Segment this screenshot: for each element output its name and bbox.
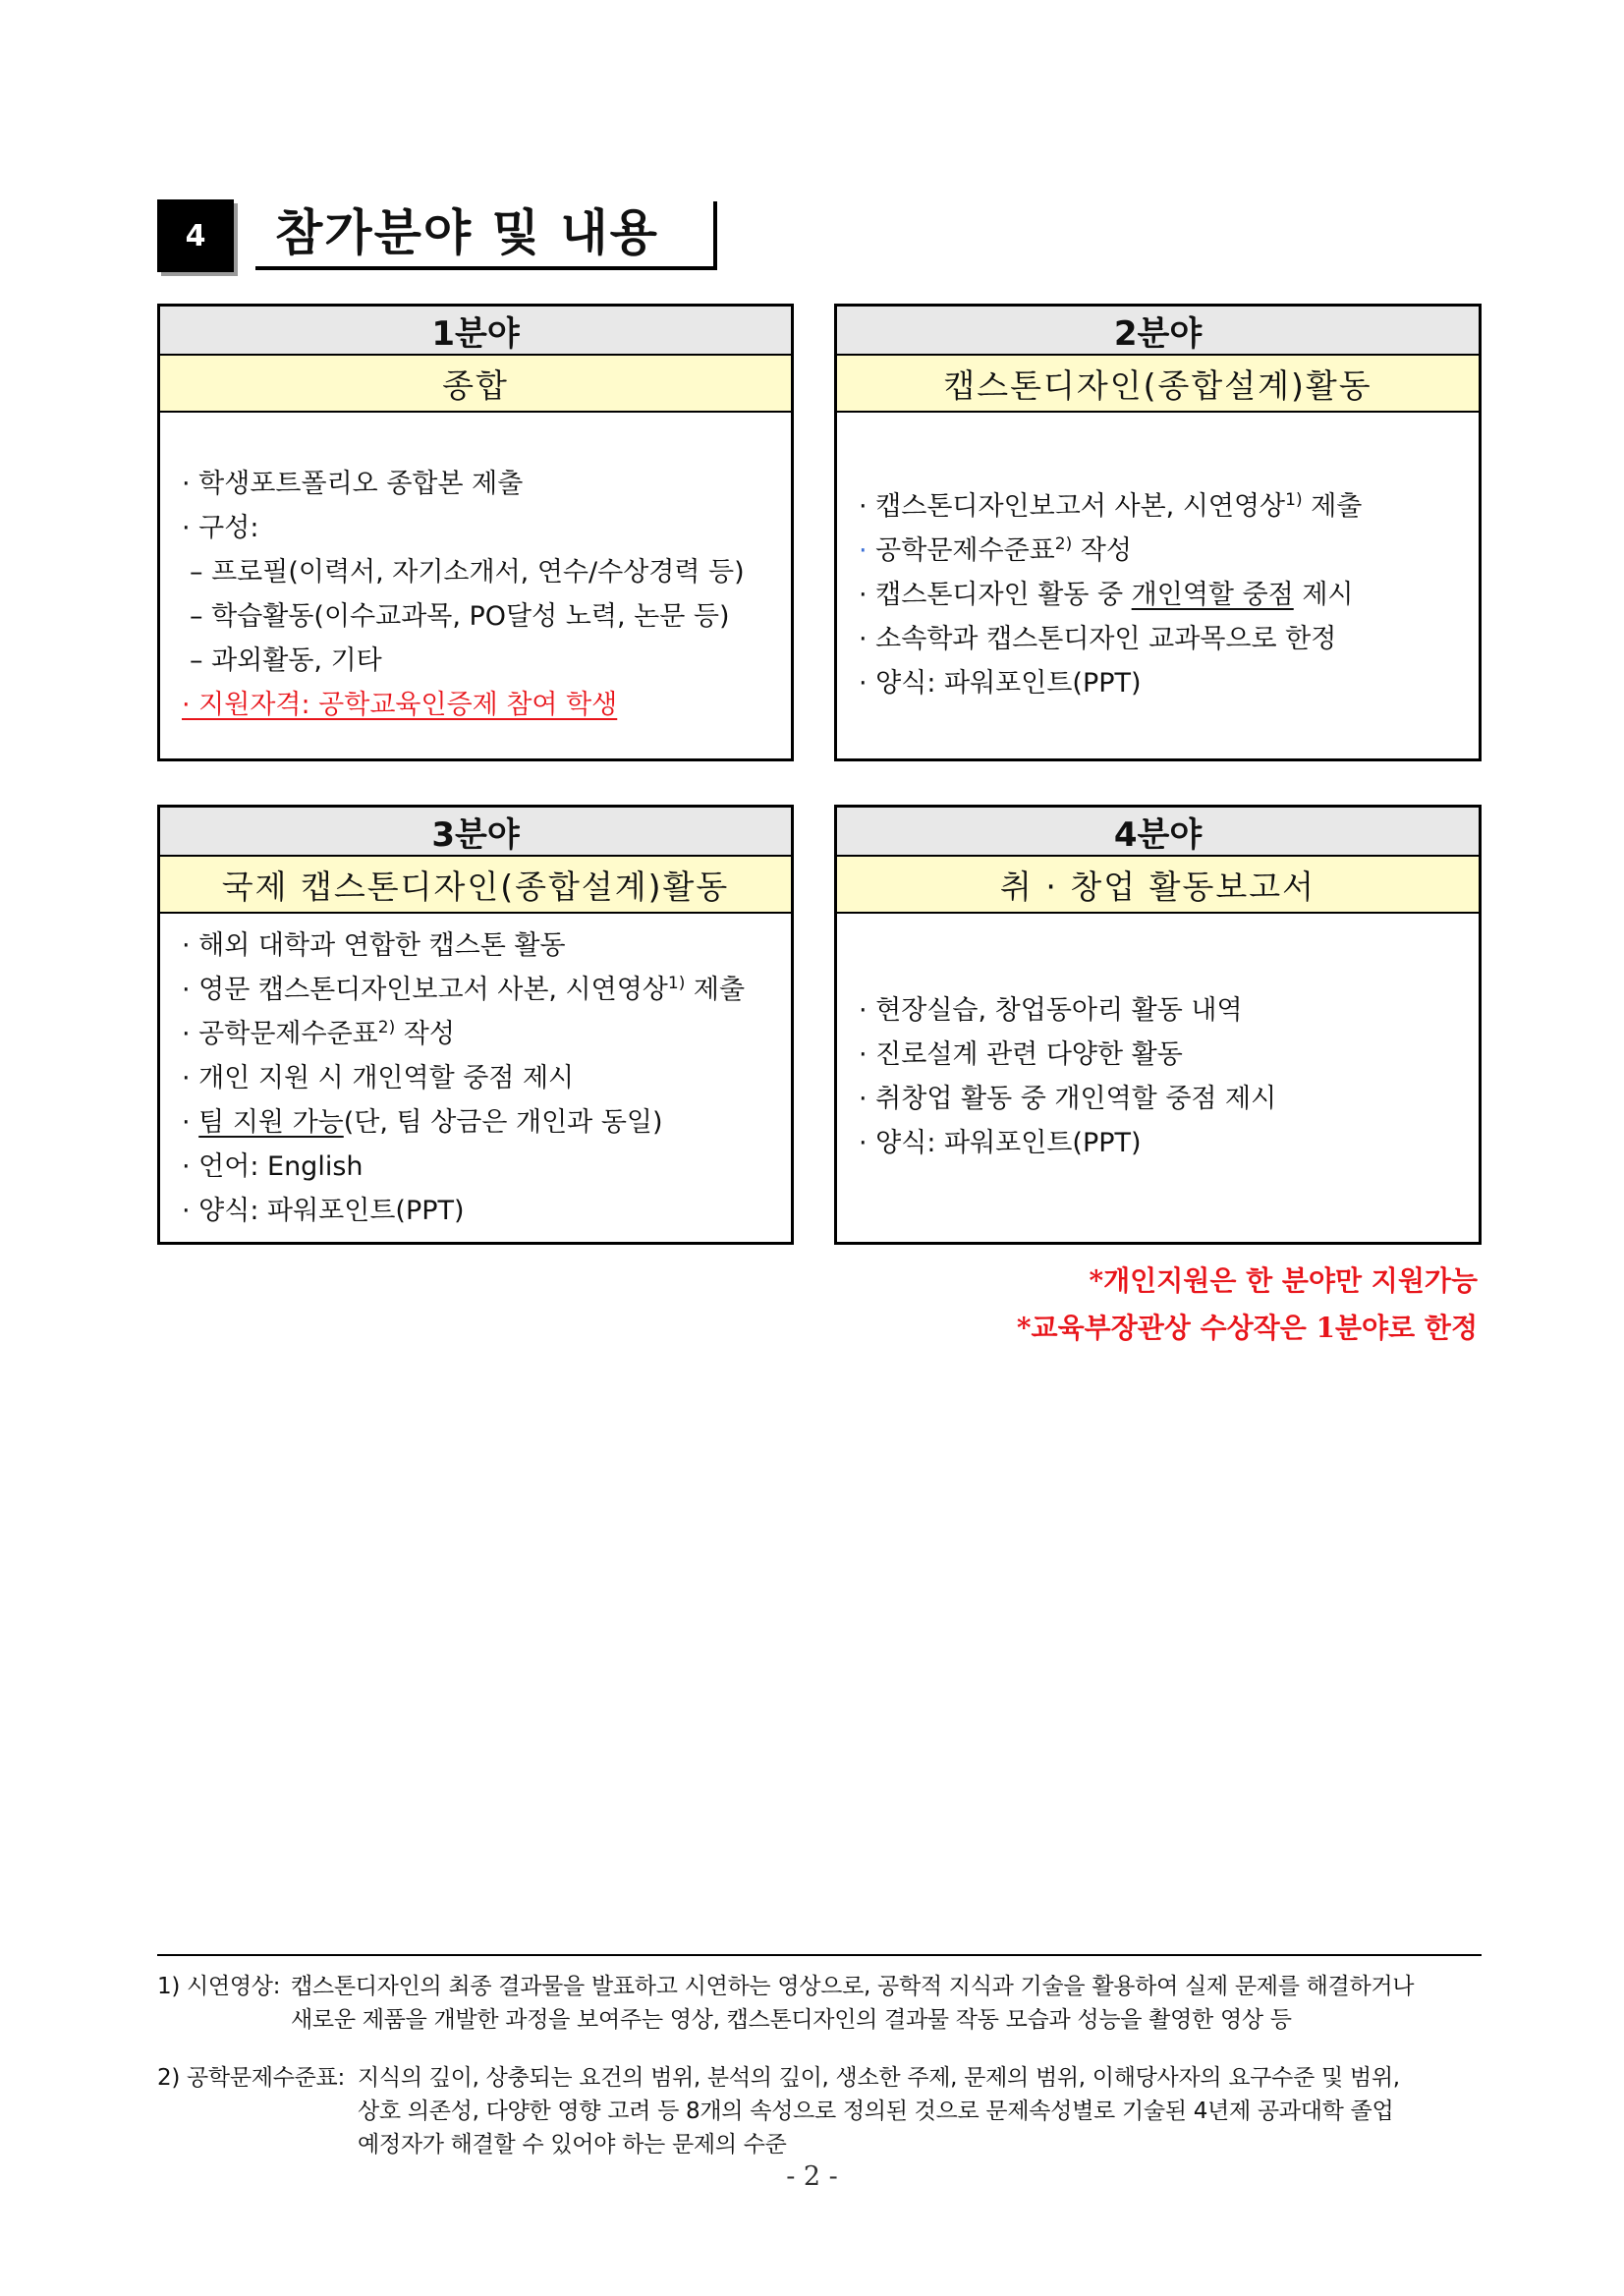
field-3-item: · 해외 대학과 연합한 캡스톤 활동 [182,930,566,961]
field-3-item [182,968,745,1006]
footnote-1-line: 새로운 제품을 개발한 과정을 보여주는 영상, 캡스톤디자인의 결과물 작동 모습과 성능을 촬영한 영상 등 [291,2007,1292,2033]
field-3-item-text: · 공학문제수준표 [182,1019,378,1049]
field-3-item: · 개인 지원 시 개인역할 중점 제시 [182,1063,575,1093]
field-1-item: – 학습활동(이수교과목, PO달성 노력, 논문 등) [190,601,730,632]
field-3-item [182,1012,455,1050]
field-4-item: · 취창업 활동 중 개인역할 중점 제시 [859,1084,1277,1114]
section-title: 참가분야 및 내용 [255,201,717,270]
field-1-item: · 구성: [182,513,259,543]
field-4-item: · 양식: 파워포인트(PPT) [859,1128,1142,1158]
footnote-2-line: 예정자가 해결할 수 있어야 하는 문제의 수준 [358,2132,787,2157]
footnote-ref-1: 1) [667,974,686,993]
footnote-1-label: 1) 시연영상: [157,1974,281,1999]
field-1-subtitle: 종합 [160,356,791,413]
field-3-item-text: · [182,1107,199,1138]
field-4-box [834,805,1482,1245]
field-2-item-text: 공학문제수준표 [867,535,1055,566]
field-2-item: · 소속학과 캡스톤디자인 교과목으로 한정 [859,624,1337,654]
field-2-item [859,529,1132,567]
field-3-emphasis: 팀 지원 가능 [198,1107,344,1138]
field-3-subtitle: 국제 캡스톤디자인(종합설계)활동 [160,857,791,914]
footnote-ref-1: 1) [1285,490,1303,510]
field-2-item-text: · 캡스톤디자인보고서 사본, 시연영상 [859,491,1286,522]
page-number: - 2 - [786,2161,838,2192]
field-2-subtitle: 캡스톤디자인(종합설계)활동 [837,356,1479,413]
bullet-icon: · [859,535,868,566]
footnote-ref-2: 2) [377,1018,396,1037]
note-individual: *개인지원은 한 분야만 지원가능 [1089,1264,1478,1297]
field-3-item: · 언어: English [182,1151,364,1182]
field-4-item: · 진로설계 관련 다양한 활동 [859,1039,1183,1070]
field-1-item: – 과외활동, 기타 [190,645,382,676]
field-2-item [859,484,1362,523]
field-3-item [182,1100,663,1139]
field-1-item: – 프로필(이력서, 자기소개서, 연수/수상경력 등) [190,557,745,588]
field-4-subtitle: 취 · 창업 활동보고서 [837,857,1479,914]
field-3-item-text: · 영문 캡스톤디자인보고서 사본, 시연영상 [182,975,668,1005]
field-2-item: · 양식: 파워포인트(PPT) [859,668,1142,699]
note-minister-award: *교육부장관상 수상작은 1분야로 한정 [1016,1312,1478,1344]
field-3-item: · 양식: 파워포인트(PPT) [182,1196,465,1226]
section-number: 4 [157,199,234,272]
field-2-item-text: 제시 [1293,580,1354,610]
field-2-item-text: 작성 [1072,535,1132,566]
field-3-item-text: 작성 [395,1019,455,1049]
field-2-item [859,573,1353,611]
field-3-box [157,805,794,1245]
footnote-ref-2: 2) [1054,534,1073,554]
field-1-header: 1분야 [160,307,791,356]
field-4-header: 4분야 [837,808,1479,857]
footnote-2-label: 2) 공학문제수준표: [157,2065,345,2091]
field-2-emphasis: 개인역할 중점 [1131,580,1294,610]
field-1-eligibility: · 지원자격: 공학교육인증제 참여 학생 [182,690,618,720]
field-3-item-text: 제출 [685,975,746,1005]
footnote-2-line: 상호 의존성, 다양한 영향 고려 등 8개의 속성으로 정의된 것으로 문제속성별로 기술된 4년제 공과대학 졸업 [358,2099,1394,2124]
field-1-item: · 학생포트폴리오 종합본 제출 [182,469,524,499]
field-4-item: · 현장실습, 창업동아리 활동 내역 [859,995,1243,1026]
footnote-divider [157,1954,1482,1956]
field-3-item-text: (단, 팀 상금은 개인과 동일) [343,1107,663,1138]
field-2-header: 2분야 [837,307,1479,356]
field-2-item-text: 제출 [1302,491,1363,522]
field-1-box [157,304,794,761]
field-3-header: 3분야 [160,808,791,857]
field-2-item-text: · 캡스톤디자인 활동 중 [859,580,1132,610]
field-2-box [834,304,1482,761]
footnote-2-line: 지식의 깊이, 상충되는 요건의 범위, 분석의 깊이, 생소한 주제, 문제의 범위, 이해당사자의 요구수준 및 범위, [358,2065,1400,2091]
footnote-1-line: 캡스톤디자인의 최종 결과물을 발표하고 시연하는 영상으로, 공학적 지식과 기술을 활용하여 실제 문제를 해결하거나 [291,1974,1415,1999]
